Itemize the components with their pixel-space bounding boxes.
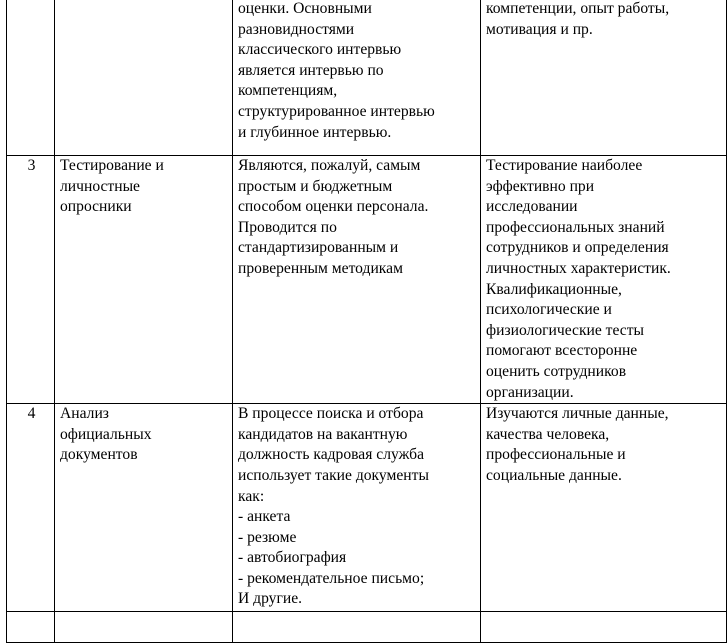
method-application-cell: Тестирование наиболее эффективно при исследовании профессиональных знаний сотрудников и определения личностных характеристик. Квалификационные, психологические и физиологические тесты помогают всесторонне оценить сотрудников организации. xyxy=(481,156,727,404)
method-description-cell xyxy=(233,612,481,643)
assessment-methods-table xyxy=(6,0,727,643)
row-number-cell: 4 xyxy=(7,404,55,612)
method-name-cell xyxy=(55,0,233,156)
method-application-cell xyxy=(481,612,727,643)
row-number-cell: 3 xyxy=(7,156,55,404)
method-description-cell: оценки. Основными разновидностями классического интервью является интервью по компетенциям, структурированное интервью и глубинное интервью. xyxy=(233,0,481,156)
table-row xyxy=(7,612,727,643)
table-row xyxy=(7,0,727,156)
method-description-cell: В процессе поиска и отбора кандидатов на вакантную должность кадровая служба использует такие документы как: - анкета - резюме - автобиография - рекомендательное письмо; И другие. xyxy=(233,404,481,612)
method-name-cell: Тестирование и личностные опросники xyxy=(55,156,233,404)
row-number-cell xyxy=(7,612,55,643)
table-row xyxy=(7,404,727,612)
method-description-cell: Являются, пожалуй, самым простым и бюджетным способом оценки персонала. Проводится по стандартизированным и проверенным методикам xyxy=(233,156,481,404)
table-row xyxy=(7,156,727,404)
method-application-cell: компетенции, опыт работы, мотивация и пр. xyxy=(481,0,727,156)
method-application-cell: Изучаются личные данные, качества человека, профессиональные и социальные данные. xyxy=(481,404,727,612)
method-name-cell xyxy=(55,612,233,643)
method-name-cell: Анализ официальных документов xyxy=(55,404,233,612)
row-number-cell xyxy=(7,0,55,156)
